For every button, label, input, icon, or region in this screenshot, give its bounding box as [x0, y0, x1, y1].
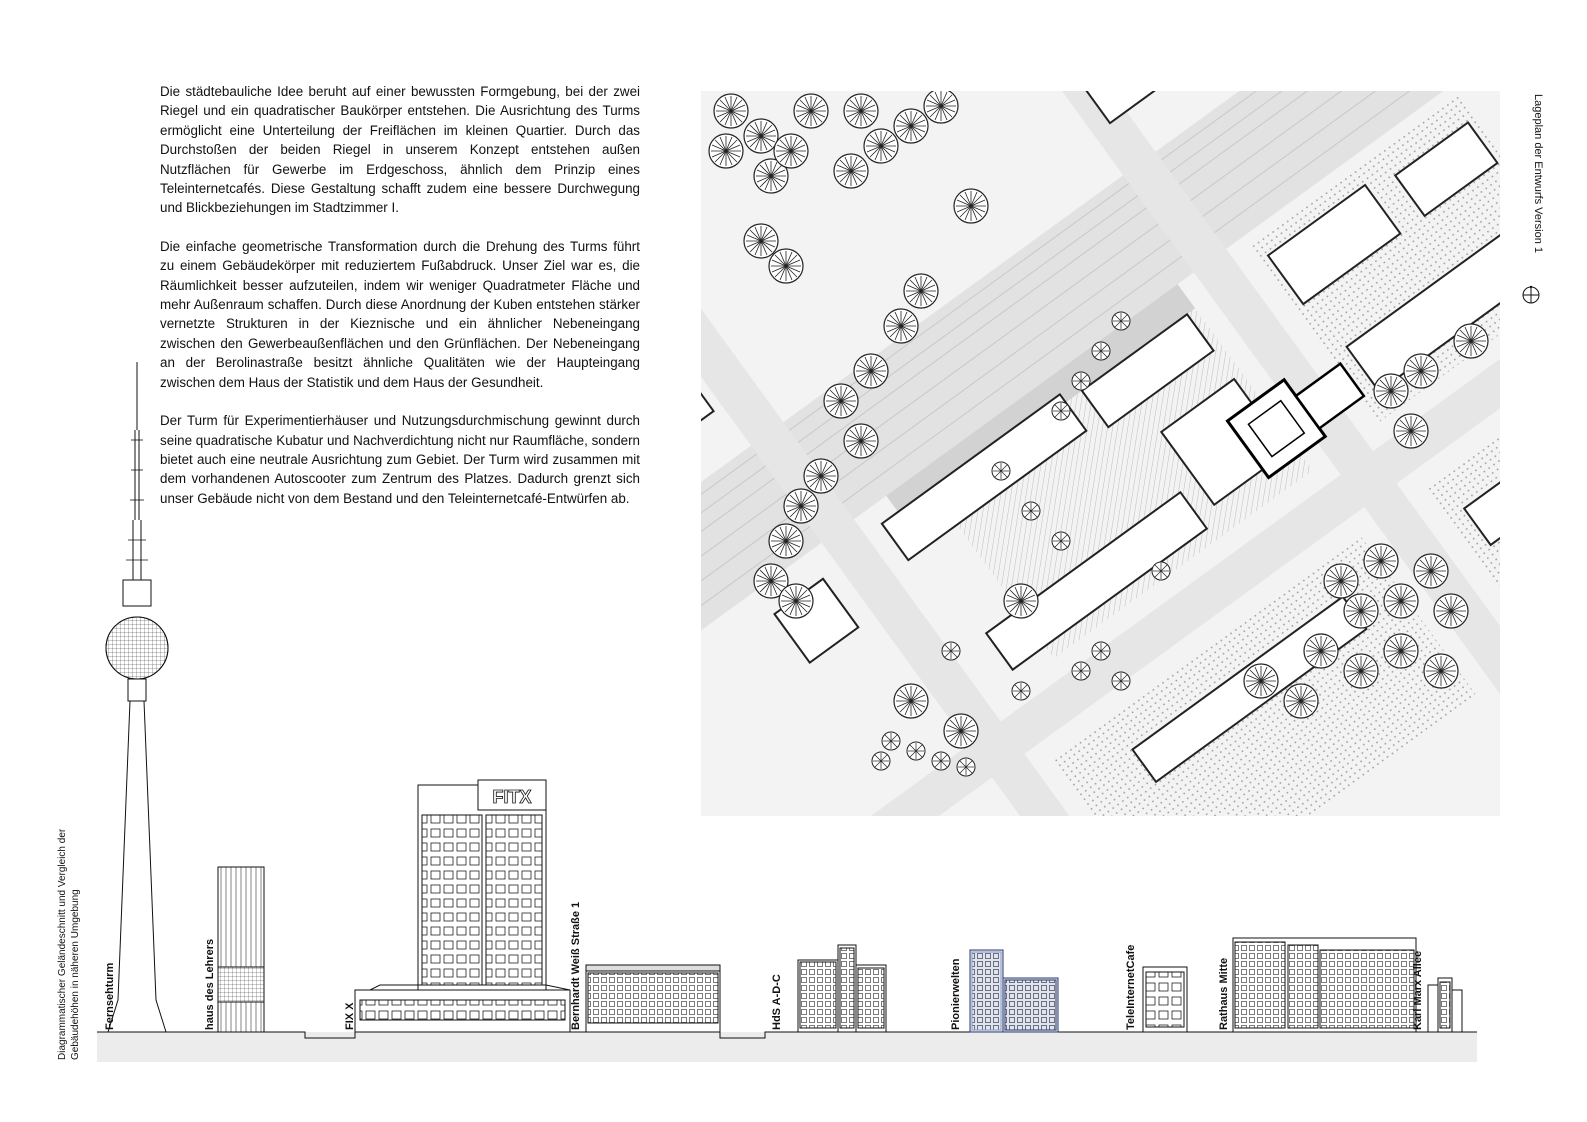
fix-x-drawing: [355, 780, 570, 1032]
haus-des-lehrers-drawing: [218, 867, 264, 1032]
fernsehturm-drawing: [106, 362, 168, 1032]
label-rathaus-mitte: Rathaus Mitte: [1218, 957, 1230, 1030]
teleinternetcafe-drawing: [1143, 967, 1187, 1032]
label-fix-x: FIX X: [344, 1002, 356, 1030]
pionierwelten-drawing: [970, 950, 1058, 1032]
ground-strip: [97, 1032, 1477, 1062]
label-teleinternetcafe: TeleInternetCafe: [1125, 944, 1137, 1030]
section-caption-line-2: Gebäudehöhen in näheren Umgebung: [70, 889, 81, 1060]
label-pionierwelten: Pionierwelten: [950, 958, 962, 1030]
fitx-sign: FITX: [492, 787, 532, 807]
paragraph-1: Die städtebauliche Idee beruht auf einer bewussten Formgebung, bei der zwei Riegel und ein quadratischer Baukörper entstehen. Die Ausrichtung des Turms ermöglicht eine Unterteilung der Freiflächen im kleinen Quartier. Durch das Durchstoßen der beiden Riegel in unserem Konzept entstehen außen Nutzflächen für Gewerbe im Erdgeschoss, ähnlich dem Prinzip eines Teleinternetcafés. Diese Gestaltung schafft zudem eine bessere Durchwegung und Blickbeziehungen im Stadtzimmer I.: [160, 84, 640, 216]
paragraph-3: Der Turm für Experimentierhäuser und Nutzungsdurchmischung gewinnt durch seine quadratische Kubatur und Nachverdichtung nicht nur Raumfläche, sondern bietet auch eine neutrale Ausrichtung zum Gebiet. Der Turm wird zusammen mit dem vorhandenen Autoscooter zum Zentrum des Platzes. Dadurch grenzt sich unser Gebäude nicht von dem Bestand und den Teleinternetcafé-Entwürfen ab.: [160, 413, 640, 506]
section-caption-line-1: Diagrammatischer Geländeschnitt und Vergleich der: [57, 828, 68, 1060]
rathaus-mitte-drawing: [1233, 938, 1416, 1032]
label-hds: HdS A-D-C: [771, 974, 783, 1030]
hds-drawing: [798, 945, 886, 1032]
plan-caption: Lageplan der Entwurfs Version 1: [1532, 94, 1544, 253]
label-bernhardt: Bernhardt Weiß Straße 1: [570, 901, 582, 1030]
label-haus-des-lehrers: haus des Lehrers: [204, 938, 216, 1030]
bernhardt-drawing: [586, 965, 720, 1032]
paragraph-2: Die einfache geometrische Transformation durch die Drehung des Turms führt zu einem Gebäudekörper mit reduziertem Fußabdruck. Unser Ziel war es, die Räumlichkeit besser aufzuteilen, indem wir weniger Quadratmeter Fläche und mehr Außenraum schaffen. Durch diese Anordnung der Kuben entstehen stärker vernetzte Strukturen in der Kieznische und ein ähnlicher Nebeneingang zwischen den Gewerbeaußenflächen und den Grünflächen. Der Nebeneingang an der Berolinastraße besitzt ähnliche Qualitäten wie der Haupteingang zwischen dem Haus der Statistik und dem Haus der Gesundheit.: [160, 238, 640, 390]
label-karl-marx-allee: Karl Marx Allee: [1412, 950, 1424, 1030]
karl-marx-allee-drawing: [1428, 978, 1462, 1032]
label-fernsehturm: Fernsehturm: [104, 962, 116, 1030]
